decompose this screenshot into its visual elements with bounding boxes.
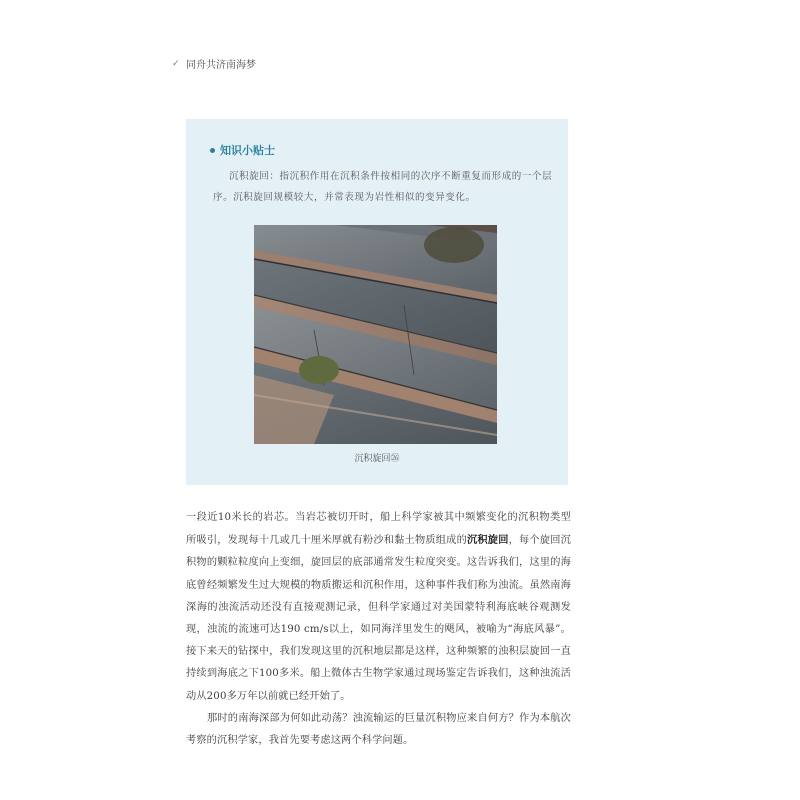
- knowledge-tip-box: [186, 119, 568, 485]
- header-title: 同舟共济南海梦: [186, 60, 256, 71]
- paragraph-1-part-1: 一段近10米长的岩芯。当岩芯被切开时，船上科学家被其中频繁变化的沉积物类型所吸引，发现每十几或几十厘米厚就有粉沙和黏土物质组成的: [186, 512, 571, 547]
- bullet-dot-icon: [210, 148, 215, 153]
- tip-heading: [210, 142, 275, 158]
- sedimentary-cycle-photo: [254, 225, 497, 444]
- paragraph-1: [186, 507, 571, 708]
- photo-caption: 沉积旋回㉖: [354, 454, 400, 464]
- body-text: [186, 507, 571, 752]
- rock-strata-image: [254, 225, 497, 444]
- sedimentary-cycle-term: 沉积旋回: [466, 534, 509, 547]
- paragraph-2: 那时的南海深部为何如此动荡？浊流输运的巨量沉积物应来自何方？作为本航次考察的沉积学家，我首先要考虑这两个科学问题。: [186, 712, 571, 747]
- paragraph-1-part-2: ，每个旋回沉积物的颗粒粒度向上变细，旋回层的底部通常发生粒度突变。这告诉我们，这里的海底曾经频繁发生过大规模的物质搬运和沉积作用，这种事件我们称为浊流。虽然南海深海的浊流活动还没有直接观测记录，但科学家通过对美国蒙特利海底峡谷观测发现，浊流的流速可达190 cm/s以上，如同海洋里发生的飓风，被喻为“海底风暴”。接下来天的钻探中，我们发现这里的沉积地层都是这样，这种频繁的浊积层旋回一直持续到海底之下100多米。船上微体古生物学家通过现场鉴定告诉我们，这种浊流活动从200多万年以前就已经开始了。: [186, 535, 571, 702]
- page-header: [172, 56, 256, 71]
- header-mark-icon: ✓: [172, 58, 180, 69]
- tip-title: 知识小贴士: [220, 144, 275, 157]
- tip-text: 沉积旋回：指沉积作用在沉积条件按相同的次序不断重复而形成的一个层序。沉积旋回规模较大，并常表现为岩性相似的变异变化。: [213, 171, 553, 203]
